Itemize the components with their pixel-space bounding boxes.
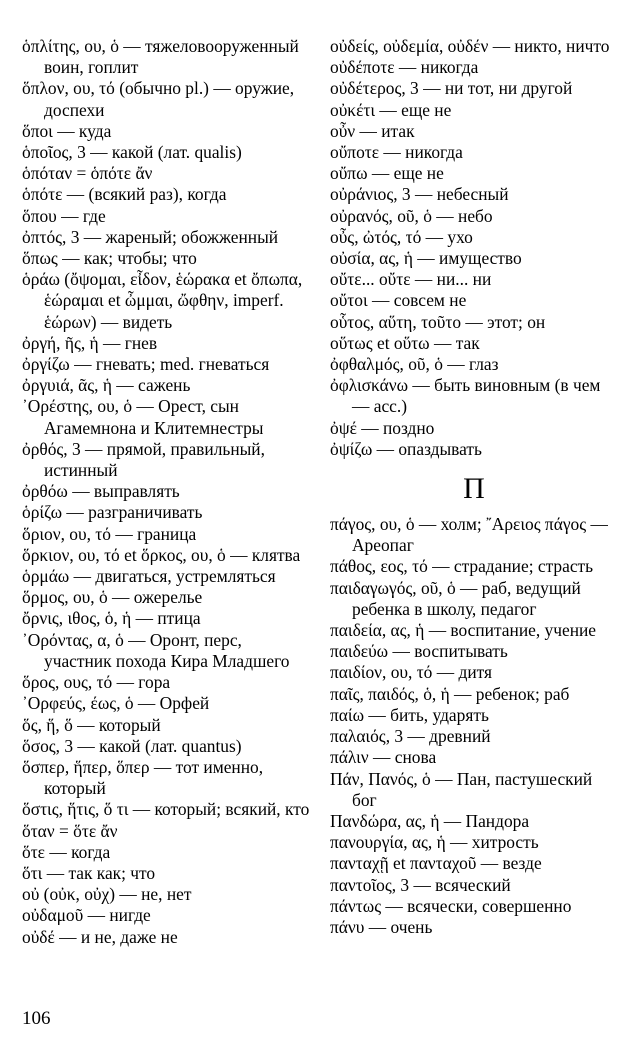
dictionary-entry: πάνυ — очень xyxy=(330,916,433,937)
dictionary-entry: οὔτε... οὔτε — ни... ни xyxy=(330,269,492,290)
dictionary-entry: ὀρθός, 3 — прямой, правильный, истинный xyxy=(22,438,265,481)
dictionary-entry: ὅς, ἥ, ὅ — который xyxy=(22,714,161,735)
dictionary-entry: ὅρκιον, ου, τό et ὅρκος, ου, ὁ — клятва xyxy=(22,544,301,565)
dictionary-entry: οὖν — итак xyxy=(330,120,415,141)
dictionary-entry: Πάν, Πανός, ὁ — Пан, пастушеский бог xyxy=(330,768,593,810)
dictionary-entry: οὐσία, ας, ἡ — имущество xyxy=(330,248,522,269)
dictionary-entry: οὔτοι — совсем не xyxy=(330,290,467,311)
dictionary-entry: ὀπτός, 3 — жареный; обожженный xyxy=(22,226,279,247)
dictionary-entry: ὅπως — как; чтобы; что xyxy=(22,248,197,269)
right-column-o-entries xyxy=(330,36,618,460)
dictionary-entry: ὀψέ — поздно xyxy=(330,417,435,438)
dictionary-entry: οὐδέποτε — никогда xyxy=(330,57,479,78)
dictionary-entry: ᾽Ορφεύς, έως, ὁ — Орфей xyxy=(22,693,210,714)
dictionary-entry: ὀψίζω — опаздывать xyxy=(330,438,482,459)
dictionary-entry: παιδαγωγός, οῦ, ὁ — раб, ведущий ребенка в школу, педагог xyxy=(330,577,581,619)
dictionary-entry: ὁρίζω — разграничивать xyxy=(22,502,203,523)
dictionary-entry: ᾽Ορόντας, α, ὁ — Оронт, перс, участник похода Кира Младшего xyxy=(22,629,290,671)
dictionary-entry: ὅσπερ, ἥπερ, ὅπερ — тот именно, который xyxy=(22,756,264,799)
dictionary-entry: ὅπλον, ου, τό (обычно pl.) — оружие, доспехи xyxy=(22,78,295,120)
page-number: 106 xyxy=(22,1008,51,1029)
dictionary-entry: ὅστις, ἥτις, ὅ τι — который; всякий, кто xyxy=(22,799,310,820)
dictionary-entry: ᾽Ορέστης, ου, ὁ — Орест, сын Агамемнона и Клитемнестры xyxy=(22,396,264,438)
dictionary-entry: ὁπόταν = ὁπότε ἄν xyxy=(22,163,153,184)
dictionary-entry: οὔπω — еще не xyxy=(330,163,444,184)
dictionary-entry: πάγος, ου, ὁ — холм; ῎Αρειος πάγος — Ареопаг xyxy=(330,514,608,556)
dictionary-entry: οὕτως et οὕτω — так xyxy=(330,332,480,353)
dictionary-entry: ὀφλισκάνω — быть виновным (в чем — acc.) xyxy=(330,375,601,417)
dictionary-entry: οὐ (οὐκ, οὐχ) — не, нет xyxy=(22,884,192,905)
dictionary-entry: πάλιν — снова xyxy=(330,747,437,768)
dictionary-entry: οὗτος, αὕτη, τοῦτο — этот; он xyxy=(330,311,546,332)
dictionary-entry: πανταχῇ et πανταχοῦ — везде xyxy=(330,853,542,874)
dictionary-entry: παιδίον, ου, τό — дитя xyxy=(330,662,492,683)
dictionary-entry: ὅποι — куда xyxy=(22,120,112,141)
dictionary-entry: ὀργυιά, ᾶς, ἡ — сажень xyxy=(22,375,191,396)
dictionary-entry: ὁποῖος, 3 — какой (лат. qualis) xyxy=(22,142,242,163)
dictionary-entry: ὅτι — так как; что xyxy=(22,862,156,883)
dictionary-entry: ὁράω (ὄψομαι, εἶδον, ἑώρακα et ὄπωπα, ἑώραμαι et ὦμμαι, ὤφθην, imperf. ἑώρων) — видеть xyxy=(22,269,303,332)
dictionary-entry: πάντως — всячески, совершенно xyxy=(330,895,572,916)
dictionary-entry: πάθος, εος, τό — страдание; страсть xyxy=(330,556,594,577)
dictionary-entry: ὄρνις, ιθος, ὁ, ἡ — птица xyxy=(22,608,201,629)
dictionary-entry: οὐρανός, οῦ, ὁ — небо xyxy=(330,205,493,226)
right-column-p-entries xyxy=(330,514,618,938)
dictionary-entry: οὐδέ — и не, даже не xyxy=(22,926,178,947)
dictionary-entry: ὀργίζω — гневать; med. гневаться xyxy=(22,354,270,375)
dictionary-entry: ὁπλίτης, ου, ὁ — тяжеловооруженный воин, гоплит xyxy=(22,36,299,78)
dictionary-entry: παιδεύω — воспитывать xyxy=(330,641,508,662)
left-column xyxy=(22,36,312,948)
dictionary-entry: ὅσος, 3 — какой (лат. quantus) xyxy=(22,735,242,756)
dictionary-entry: οὔποτε — никогда xyxy=(330,142,463,163)
dictionary-entry: ὅρμος, ου, ὁ — ожерелье xyxy=(22,587,203,608)
dictionary-entry: παῖς, παιδός, ὁ, ἡ — ребенок; раб xyxy=(330,683,570,704)
dictionary-entry: ὅρος, ους, τό — гора xyxy=(22,672,171,693)
dictionary-entry: ὅτε — когда xyxy=(22,841,111,862)
dictionary-entry: ὀφθαλμός, οῦ, ὁ — глаз xyxy=(330,354,499,375)
dictionary-entry: ὅπου — где xyxy=(22,205,106,226)
dictionary-entry: οὐράνιος, 3 — небесный xyxy=(330,184,509,205)
right-column xyxy=(330,36,618,938)
dictionary-entry: ὀρθόω — выправлять xyxy=(22,481,180,502)
dictionary-entry: ὅριον, ου, τό — граница xyxy=(22,523,197,544)
dictionary-entry: Πανδώρα, ας, ἡ — Пандора xyxy=(330,810,530,831)
dictionary-entry: οὐδαμοῦ — нигде xyxy=(22,905,151,926)
dictionary-entry: παντοῖος, 3 — всяческий xyxy=(330,874,511,895)
dictionary-entry: ὅταν = ὅτε ἄν xyxy=(22,820,118,841)
dictionary-entry: οὐδέτερος, 3 — ни тот, ни другой xyxy=(330,78,573,99)
dictionary-entry: παλαιός, 3 — древний xyxy=(330,726,491,747)
dictionary-entry: ὁπότε — (всякий раз), когда xyxy=(22,184,227,205)
dictionary-entry: οὖς, ὠτός, τό — ухо xyxy=(330,226,473,247)
dictionary-entry: πανουργία, ας, ἡ — хитрость xyxy=(330,832,539,853)
dictionary-entry: οὐκέτι — еще не xyxy=(330,99,452,120)
dictionary-entry: ὀργή, ῆς, ἡ — гнев xyxy=(22,332,158,353)
dictionary-entry: ὁρμάω — двигаться, устремляться xyxy=(22,566,276,587)
dictionary-entry: παιδεία, ας, ἡ — воспитание, учение xyxy=(330,620,597,641)
dictionary-entry: οὐδείς, οὐδεμία, οὐδέν — никто, ничто xyxy=(330,36,610,56)
section-letter-heading: Π xyxy=(463,472,485,506)
dictionary-entry: παίω — бить, ударять xyxy=(330,704,489,725)
